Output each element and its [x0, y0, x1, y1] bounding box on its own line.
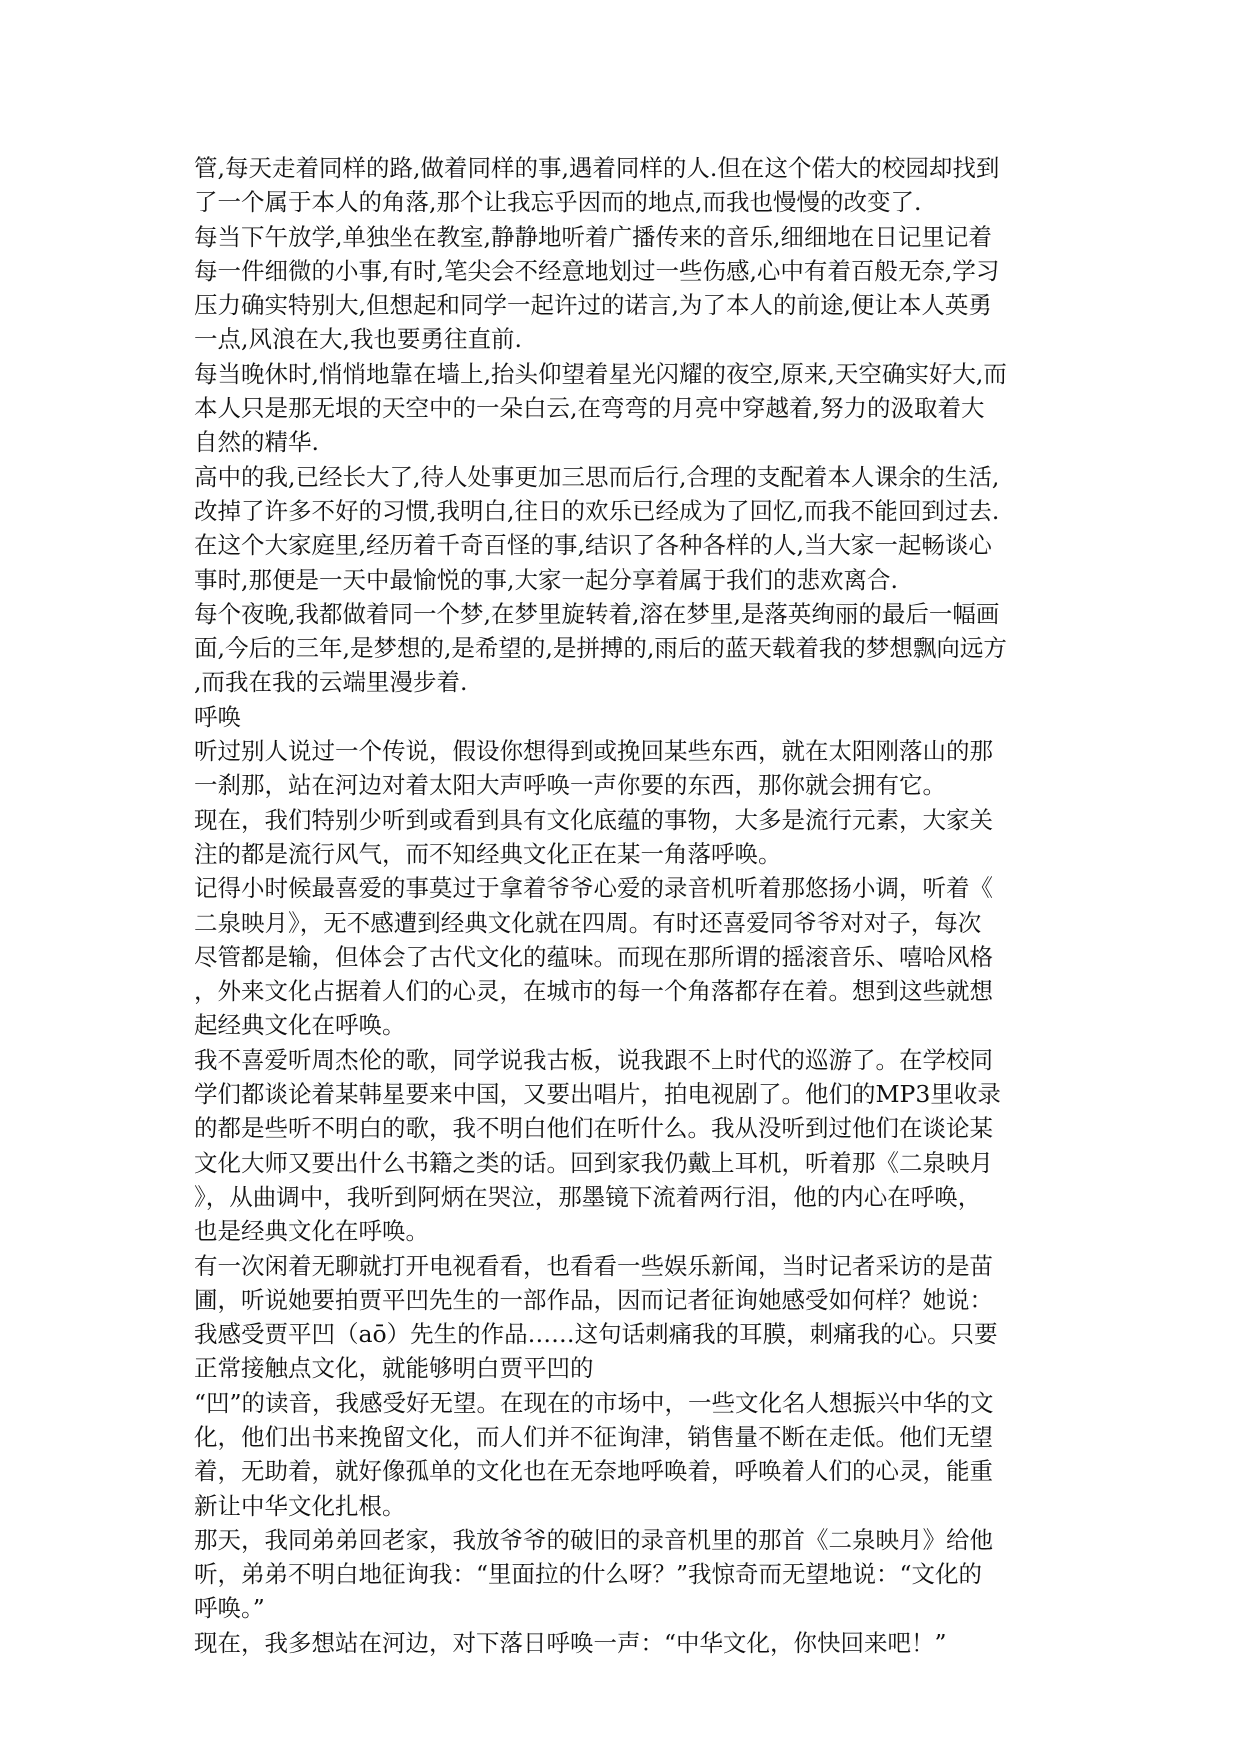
text-line: 压力确实特别大,但想起和同学一起许过的诺言,为了本人的前途,便让本人英勇 [194, 291, 992, 320]
text-line: 改掉了许多不好的习惯,我明白,往日的欢乐已经成为了回忆,而我不能回到过去. [194, 496, 1000, 525]
text-line: 化，他们出书来挽留文化，而人们并不征询津，销售量不断在走低。他们无望 [194, 1422, 993, 1451]
text-line: 有一次闲着无聊就打开电视看看，也看看一些娱乐新闻，当时记者采访的是苗 [194, 1251, 993, 1280]
text-line: ，外来文化占据着人们的心灵，在城市的每一个角落都存在着。想到这些就想 [194, 977, 993, 1006]
text-line: 一刹那，站在河边对着太阳大声呼唤一声你要的东西，那你就会拥有它。 [194, 771, 946, 800]
text-line: 圃，听说她要拍贾平凹先生的一部作品，因而记者征询她感受如何样？她说： [194, 1285, 993, 1314]
text-line: 呼唤。” [194, 1594, 265, 1623]
text-line: 新让中华文化扎根。 [194, 1491, 406, 1520]
text-line: 高中的我,已经长大了,待人处事更加三思而后行,合理的支配着本人课余的生活, [194, 462, 1000, 491]
text-line: 尽管都是输，但体会了古代文化的蕴味。而现在那所谓的摇滚音乐、嘻哈风格 [194, 942, 993, 971]
text-line: 记得小时候最喜爱的事莫过于拿着爷爷心爱的录音机听着那悠扬小调，听着《 [194, 874, 993, 903]
text-line: 正常接触点文化，就能够明白贾平凹的 [194, 1354, 594, 1383]
text-line: 我感受贾平凹（aō）先生的作品……这句话刺痛我的耳膜，刺痛我的心。只要 [194, 1320, 998, 1349]
text-line: 注的都是流行风气，而不知经典文化正在某一角落呼唤。 [194, 839, 782, 868]
text-line: 自然的精华. [194, 428, 319, 457]
text-line: 》，从曲调中，我听到阿炳在哭泣，那墨镜下流着两行泪，他的内心在呼唤， [194, 1182, 982, 1211]
text-line: 每个夜晚,我都做着同一个梦,在梦里旋转着,溶在梦里,是落英绚丽的最后一幅画 [194, 599, 1000, 628]
text-line: 现在，我们特别少听到或看到具有文化底蕴的事物，大多是流行元素，大家关 [194, 805, 993, 834]
text-line: 也是经典文化在呼唤。 [194, 1217, 429, 1246]
text-line: 本人只是那无垠的天空中的一朵白云,在弯弯的月亮中穿越着,努力的汲取着大 [194, 394, 985, 423]
text-line: 每一件细微的小事,有时,笔尖会不经意地划过一些伤感,心中有着百般无奈,学习 [194, 256, 1000, 285]
text-line: 起经典文化在呼唤。 [194, 1011, 406, 1040]
text-line: 管,每天走着同样的路,做着同样的事,遇着同样的人.但在这个偌大的校园却找到 [194, 154, 1000, 182]
text-line: 学们都谈论着某韩星要来中国，又要出唱片，拍电视剧了。他们的MP3里收录 [194, 1080, 1001, 1109]
text-line: 每当晚休时,悄悄地靠在墙上,抬头仰望着星光闪耀的夜空,原来,天空确实好大,而 [194, 359, 1007, 388]
text-line: 我不喜爱听周杰伦的歌，同学说我古板，说我跟不上时代的巡游了。在学校同 [194, 1045, 993, 1074]
text-line: 听，弟弟不明白地征询我：“里面拉的什么呀？”我惊奇而无望地说：“文化的 [194, 1560, 983, 1589]
text-line: 的都是些听不明白的歌，我不明白他们在听什么。我从没听到过他们在谈论某 [194, 1114, 993, 1143]
text-line: 听过别人说过一个传说，假设你想得到或挽回某些东西，就在太阳刚落山的那 [194, 737, 993, 766]
text-line: 现在，我多想站在河边，对下落日呼唤一声：“中华文化，你快回来吧！” [194, 1628, 947, 1657]
text-line: 二泉映月》，无不感遭到经典文化就在四周。有时还喜爱同爷爷对对子，每次 [194, 908, 982, 937]
text-line: 每当下午放学,单独坐在教室,静静地听着广播传来的音乐,细细地在日记里记着 [194, 222, 992, 251]
text-line: 呼唤 [194, 702, 241, 731]
text-line: 事时,那便是一天中最愉悦的事,大家一起分享着属于我们的悲欢离合. [194, 565, 898, 594]
text-line: 那天，我同弟弟回老家，我放爷爷的破旧的录音机里的那首《二泉映月》给他 [194, 1525, 993, 1554]
text-line: “凹”的读音，我感受好无望。在现在的市场中，一些文化名人想振兴中华的文 [194, 1388, 994, 1417]
text-line: 了一个属于本人的角落,那个让我忘乎因而的地点,而我也慢慢的改变了. [194, 188, 922, 217]
text-line: 着，无助着，就好像孤单的文化也在无奈地呼唤着，呼唤着人们的心灵，能重 [194, 1457, 993, 1486]
text-line: 文化大师又要出什么书籍之类的话。回到家我仍戴上耳机，听着那《二泉映月 [194, 1148, 993, 1177]
document-body-text [194, 151, 1052, 1660]
text-line: 面,今后的三年,是梦想的,是希望的,是拼搏的,雨后的蓝天载着我的梦想飘向远方 [194, 634, 1007, 663]
text-line: 在这个大家庭里,经历着千奇百怪的事,结识了各种各样的人,当大家一起畅谈心 [194, 531, 992, 560]
text-line: 一点,风浪在大,我也要勇往直前. [194, 325, 522, 354]
text-line: ,而我在我的云端里漫步着. [194, 668, 468, 697]
